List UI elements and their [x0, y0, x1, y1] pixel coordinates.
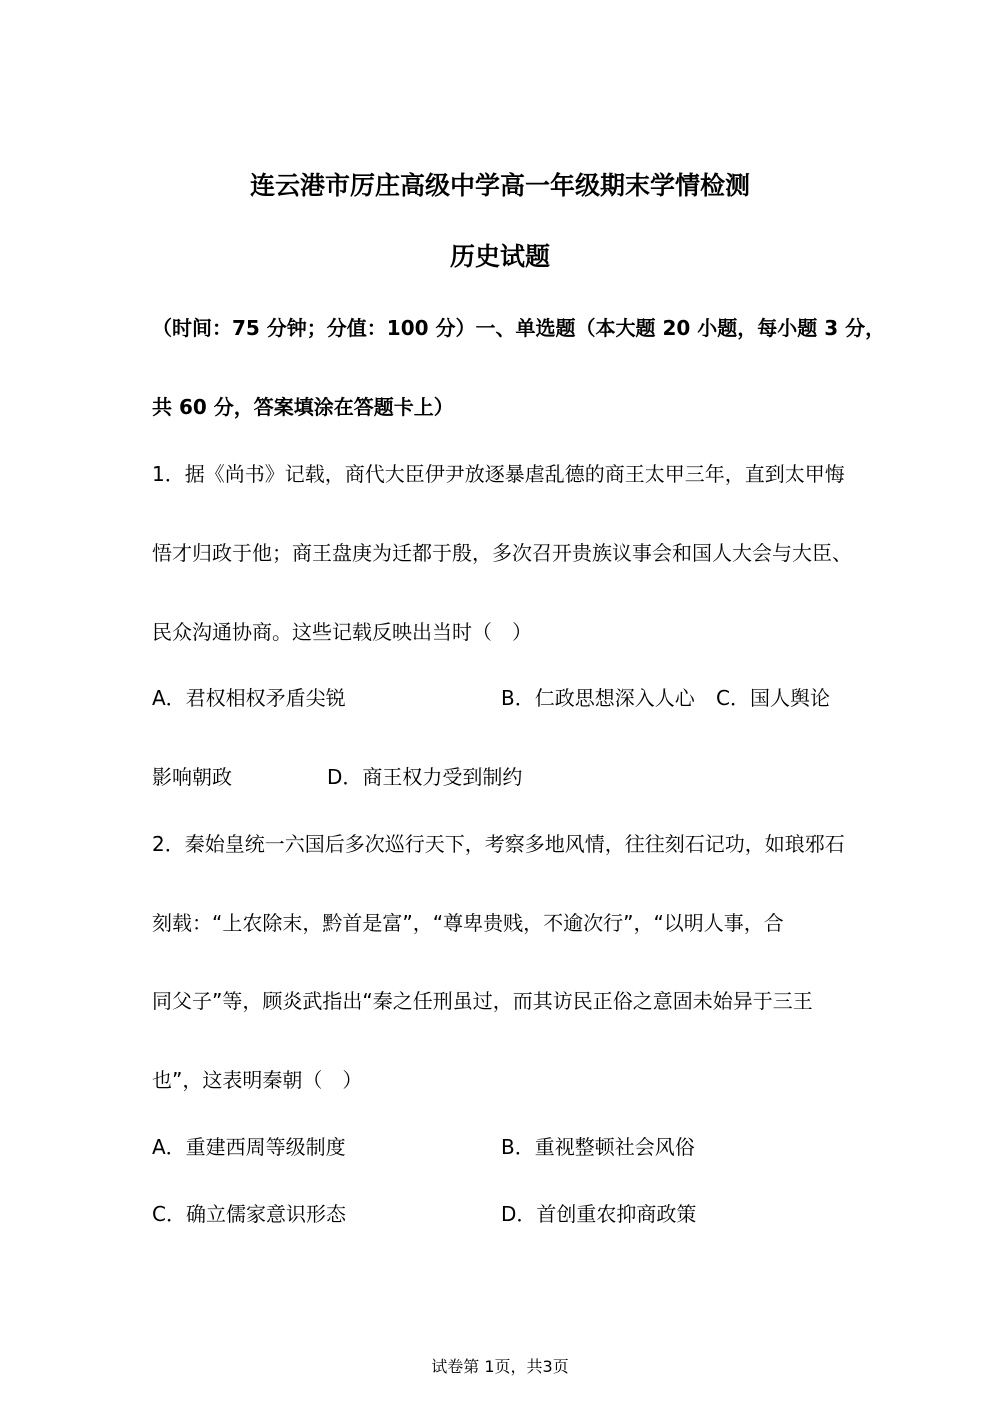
option-a: A．君权相权矛盾尖锐	[152, 686, 346, 710]
option-c: C．确立儒家意识形态	[152, 1202, 346, 1226]
question-stem-line: 1．据《尚书》记载，商代大臣伊尹放逐暴虐乱德的商王太甲三年，直到太甲悔	[152, 462, 845, 486]
page-footer: 试卷第 1页，共3页	[431, 1357, 569, 1376]
exam-subtitle: 历史试题	[449, 242, 550, 271]
option-b: B．重视整顿社会风俗	[501, 1135, 695, 1159]
option-c: C．国人舆论	[716, 686, 830, 710]
instructions-line-2: 共 60 分，答案填涂在答题卡上）	[152, 395, 454, 419]
instructions-line-1: （时间：75 分钟；分值：100 分）一、单选题（本大题 20 小题，每小题 3 分，	[152, 316, 886, 340]
question-stem-line: 刻载：“上农除末，黔首是富”，“尊卑贵贱，不逾次行”，“以明人事，合	[152, 911, 784, 935]
option-c-continued: 影响朝政	[152, 765, 232, 789]
option-d: D．商王权力受到制约	[327, 765, 523, 789]
option-d: D．首创重农抑商政策	[501, 1202, 697, 1226]
option-a: A．重建西周等级制度	[152, 1135, 346, 1159]
question-stem-line: 同父子”等，顾炎武指出“秦之任刑虽过，而其访民正俗之意固未始异于三王	[152, 989, 813, 1013]
question-stem-line: 也”，这表明秦朝（ ）	[152, 1068, 363, 1092]
question-stem-line: 2．秦始皇统一六国后多次巡行天下，考察多地风情，往往刻石记功，如琅邪石	[152, 832, 845, 856]
question-stem-line: 悟才归政于他；商王盘庚为迁都于殷，多次召开贵族议事会和国人大会与大臣、	[152, 541, 852, 565]
exam-title: 连云港市厉庄高级中学高一年级期末学情检测	[249, 171, 750, 200]
question-stem-line: 民众沟通协商。这些记载反映出当时（ ）	[152, 620, 532, 644]
option-b: B．仁政思想深入人心	[501, 686, 695, 710]
